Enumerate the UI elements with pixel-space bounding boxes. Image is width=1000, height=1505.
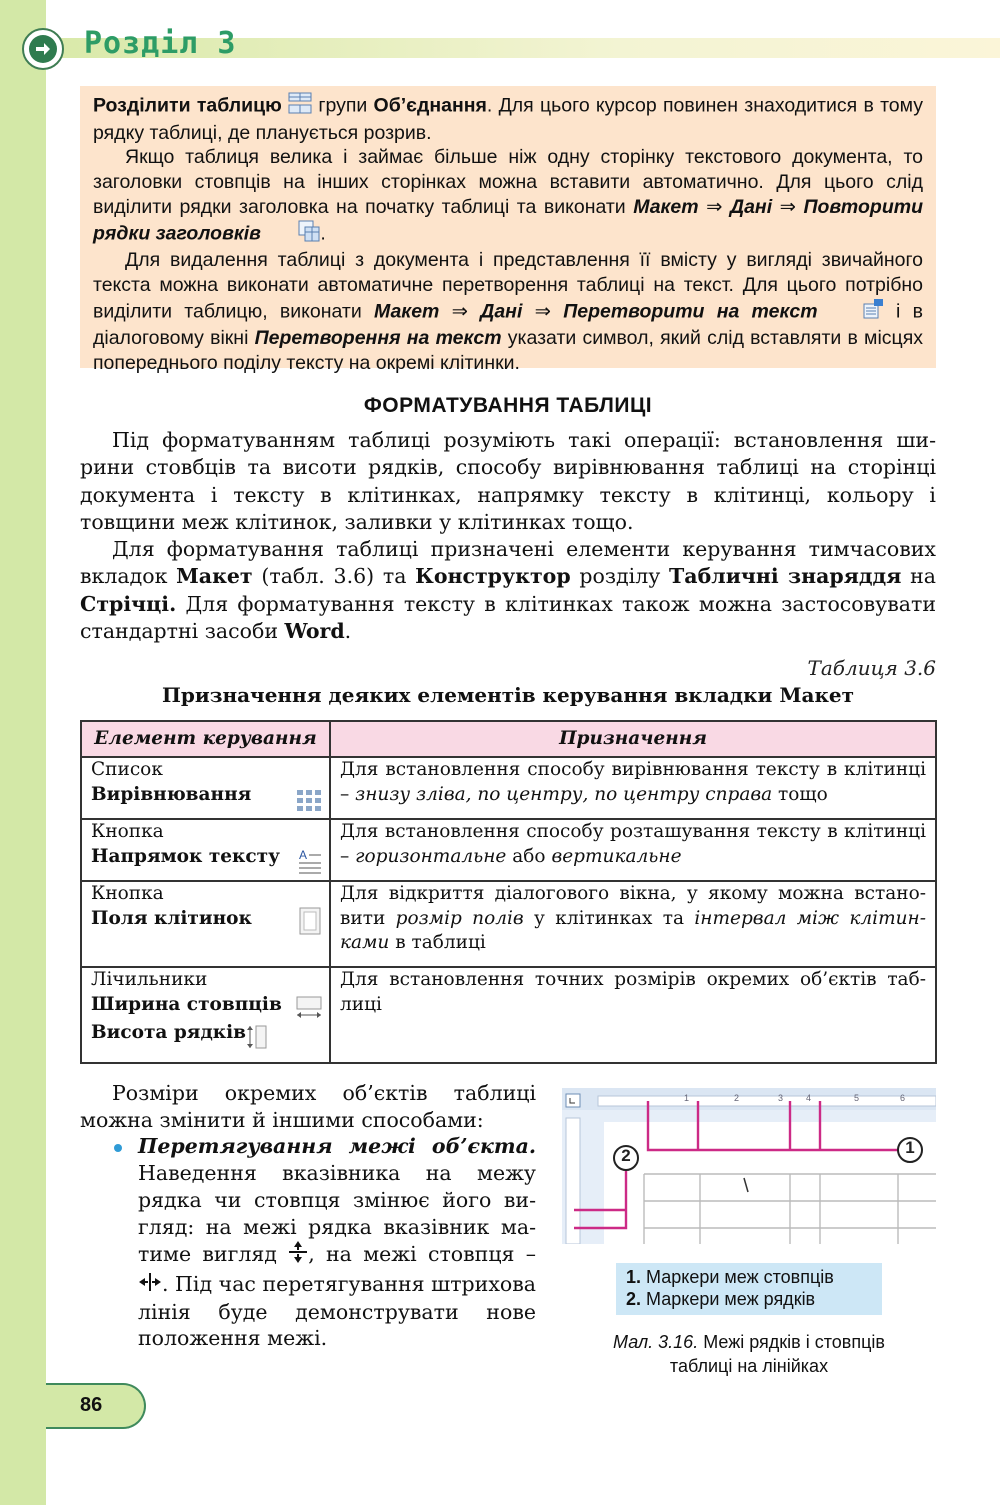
column-width-icon [295,995,323,1029]
table-caption: Таблиця 3.6 [807,656,936,680]
convert-to-text-icon [830,298,884,327]
ruler-tick-label: 2 [734,1093,740,1103]
info-callout: Розділити таблицю групи Об’єднання. Для цього курсор повинен знаходитися в тому рядку таблиці, де планується розрив. Якщо таблиця велика і займає більше ніж одну сторінку текстового документа, то заголовки стовпців на інших сторінках можна вставити автоматично. Для цього слід виділити рядки заголовка на початку таблиці та виконати Макет ⇒ Дані ⇒ Повторити рядки заголовків . Для видалення таблиці з документа і представлення її вмісту у вигляді звичайного текста можна виконати автоматичне перетворення таблиці на текст. Для цього потрібно виділити таблицю, виконати Макет ⇒ Дані ⇒ Перетворити на текст і в діалоговому вікні Перетворення на текст указати символ, який слід вставляти в місцях попереднього поділу тексту на окремі клітинки. [80,86,936,368]
ruler-tick-label: 6 [900,1093,906,1103]
column-header: Елемент керування [81,721,330,757]
bullet-icon [114,1144,122,1152]
column-resize-cursor-icon [138,1272,162,1299]
callout-number: 1 [905,1138,915,1157]
left-margin-band [0,0,46,1505]
callout-number: 2 [621,1146,631,1165]
row-resize-cursor-icon [288,1240,308,1271]
repeat-header-rows-icon [266,220,320,249]
body-text [80,427,936,645]
table-header-row [81,721,936,757]
page-number: 86 [80,1394,103,1416]
text-direction-icon [297,847,323,885]
ruler-figure [562,1088,936,1244]
split-table-icon [288,92,312,121]
list-item: Перетягування межі об’єкта. Наведення вказівника на межу рядка чи стовпця змінює його вигляд: на межі рядка вказівник матиме вигляд , на межі стовпця – . Під час перетягування штрихова лінія буде демонструвати нове положення межі. [80,1133,536,1352]
row-height-icon [244,1024,268,1058]
paragraph: Для форматування таблиці призначені елементи керування тимчасових вкладок Макет (табл. 3.6) та Конструктор розділу Табличні знаряддя на Стрічці. Для форматування тексту в клітинках також можна застосовувати стандартні засоби Word. [80,537,936,644]
paragraph: Під форматуванням таблиці розуміють такі операції: встановлення ширини стовбців та висоти рядків, способу вирівнювання таблиці на сторінці документа і тексту в клітинках, напрямку тексту в клітинці, кольору і товщини меж клітинок, заливки у клітинках тощо. [80,428,936,534]
align-grid-icon [295,787,323,823]
cell-margins-icon [297,906,323,944]
controls-table [80,720,937,1064]
table-row: Кнопка Поля клітинок Для відкриття діалогового вікна, у якому можна встановити розмір полів у клітинках та інтервал між клітинками в таблиці [81,881,936,967]
table-row: Список Вирівнювання Для встановлення способу вирівнювання тексту в клітинці – знизу зліва, по центру, по центру справа тощо [81,757,936,819]
ruler-tick-label: 4 [806,1093,812,1103]
ruler-tick-label: 1 [684,1093,690,1103]
column-header: Призначення [330,721,936,757]
ruler-tick-label: 3 [778,1093,784,1103]
chapter-nav-button[interactable] [22,28,64,70]
table-row: Лічильники Ширина стовпців Висота рядків Для встановлення точних розмірів окремих об’єктів таблиці [81,967,936,1063]
paragraph: Розміри окремих об’єктів таблиці можна змінити й іншими способами: [80,1081,536,1132]
svg-text:A: A [299,848,308,862]
ruler-tick-label: 5 [854,1093,860,1103]
figure-legend: 1. Маркери меж стовпців 2. Маркери меж рядків [616,1263,882,1315]
arrow-right-icon [29,35,57,63]
section-heading: ФОРМАТУВАННЯ ТАБЛИЦІ [363,394,653,417]
lower-text [80,1080,536,1352]
table-title: Призначення деяких елементів керування вкладки Макет [161,683,855,707]
table-row: Кнопка Напрямок тексту A Для встановлення способу розташування тексту в клітинці – горизонтальне або вертикальне [81,819,936,881]
figure-caption: Мал. 3.16. Межі рядків і стовпців таблиці на лінійках [613,1332,885,1376]
chapter-title: Розділ 3 [84,26,237,61]
